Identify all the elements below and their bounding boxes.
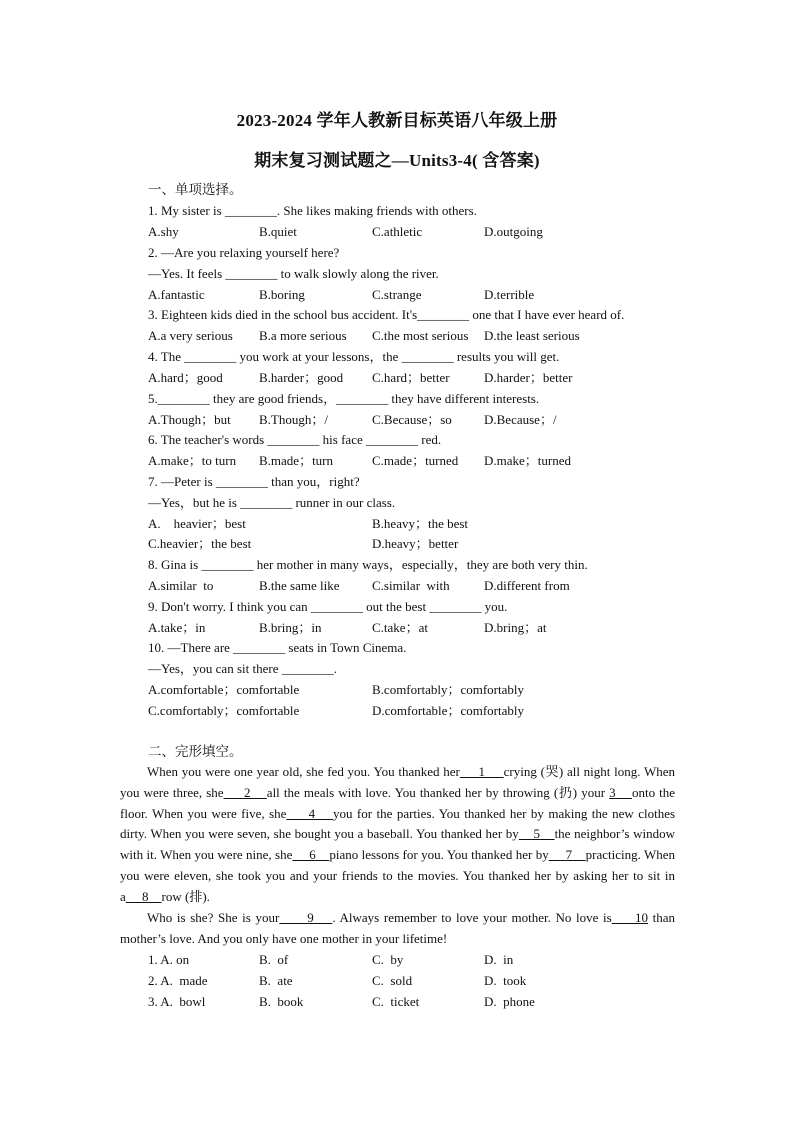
text: you for the parties. You thanked her by making the new clothes dirty. When you were seven, she bought you a baseball. You thanked her by — [120, 805, 676, 842]
option-c: C.comfortably；comfortable — [148, 703, 300, 718]
option-d: D.harder；better — [484, 370, 573, 385]
option-b: B.heavy；the best — [372, 516, 469, 531]
option-a: 3. A. bowl — [148, 994, 206, 1009]
text: all the meals with love. You thanked her by throwing (扔) your — [266, 784, 610, 800]
option-d: D.heavy；better — [372, 536, 459, 551]
blank-4: 4 — [308, 805, 316, 821]
document-title: 2023-2024 学年人教新目标英语八年级上册 — [236, 111, 558, 130]
text: onto the floor. When you were five, she — [120, 784, 676, 821]
option-c: C.athletic — [372, 224, 423, 239]
option-b: B.comfortably；comfortably — [372, 682, 524, 697]
option-c: C.heavier；the best — [148, 536, 252, 551]
option-d: D.Because；/ — [484, 412, 557, 427]
option-a: A.take；in — [148, 620, 206, 635]
text: practicing. When you were eleven, she took you and your friends to the movies. You thanked her by asking her to sit in a — [120, 847, 676, 904]
option-b: B.boring — [259, 287, 305, 302]
option-a: 1. A. on — [148, 952, 190, 967]
option-d: D.make；turned — [484, 453, 572, 468]
option-c: C.hard；better — [372, 370, 450, 385]
question-3: 3. Eighteen kids died in the school bus accident. It's________ one that I have ever heard of. — [148, 307, 625, 322]
question-7-reply: —Yes，but he is ________ runner in our class. — [148, 495, 396, 510]
option-a: A.a very serious — [148, 328, 233, 343]
option-d: D.bring；at — [484, 620, 547, 635]
cloze-paragraph-2 — [120, 908, 689, 950]
option-d: D.the least serious — [484, 328, 580, 343]
question-1: 1. My sister is ________. She likes making friends with others. — [148, 203, 477, 218]
blank-10: 10 — [634, 910, 648, 925]
option-b: B.quiet — [259, 224, 297, 239]
option-d: D.outgoing — [484, 224, 543, 239]
option-c: C.strange — [372, 287, 422, 302]
option-d: D.terrible — [484, 287, 535, 302]
option-c: C.Because；so — [372, 412, 452, 427]
blank-3: 3 — [609, 784, 616, 800]
blank-1: 1 — [478, 764, 485, 779]
question-4: 4. The ________ you work at your lessons，the ________ results you will get. — [148, 349, 560, 364]
option-b: B. ate — [259, 973, 293, 988]
option-a: A.shy — [148, 224, 179, 239]
blank-9: 9 — [307, 910, 314, 925]
option-b: B.harder；good — [259, 370, 344, 385]
question-9: 9. Don't worry. I think you can ________ out the best ________ you. — [148, 599, 508, 614]
question-10: 10. —There are ________ seats in Town Cinema. — [148, 640, 407, 655]
section-heading-cloze: 二、完形填空。 — [148, 744, 243, 759]
option-c: C.made；turned — [372, 453, 459, 468]
option-b: B.made；turn — [259, 453, 334, 468]
option-b: B.the same like — [259, 578, 340, 593]
option-c: C.the most serious — [372, 328, 469, 343]
option-c: C.similar with — [372, 578, 450, 593]
blank-7: 7 — [565, 847, 573, 863]
option-d: D. phone — [484, 994, 535, 1009]
option-d: D. in — [484, 952, 514, 967]
question-6: 6. The teacher's words ________ his face ________ red. — [148, 432, 442, 447]
option-a: A.Though；but — [148, 412, 231, 427]
text: When you were one year old, she fed you. You thanked her — [147, 764, 460, 779]
option-d: D. took — [484, 973, 527, 988]
option-a: A.fantastic — [148, 287, 205, 302]
text: Who is she? She is your — [147, 910, 280, 925]
blank-5: 5 — [533, 826, 540, 842]
option-d: D.comfortable；comfortably — [372, 703, 524, 718]
question-5: 5.________ they are good friends，________ they have different interests. — [148, 391, 540, 406]
option-a: A.comfortable；comfortable — [148, 682, 300, 697]
question-7: 7. —Peter is ________ than you，right? — [148, 474, 360, 489]
blank-6: 6 — [309, 847, 316, 863]
option-c: C. by — [372, 952, 404, 967]
text: the neighbor’s window with it. When you were nine, she — [120, 826, 676, 863]
option-a: A.make；to turn — [148, 453, 237, 468]
option-d: D.different from — [484, 578, 570, 593]
text: row (排). — [161, 888, 210, 904]
option-c: C.take；at — [372, 620, 428, 635]
cloze-paragraph-1 — [120, 762, 675, 908]
option-a: A. heavier；best — [148, 516, 246, 531]
question-10-reply: —Yes，you can sit there ________. — [148, 661, 337, 676]
question-8: 8. Gina is ________ her mother in many ways，especially，they are both very thin. — [148, 557, 588, 572]
section-heading-choice: 一、单项选择。 — [148, 182, 243, 197]
option-b: B. book — [259, 994, 304, 1009]
question-2-reply: —Yes. It feels ________ to walk slowly along the river. — [148, 266, 439, 281]
option-b: B.Though；/ — [259, 412, 328, 427]
text: . Always remember to love your mother. No love is — [332, 910, 612, 925]
option-a: 2. A. made — [148, 973, 208, 988]
option-b: B. of — [259, 952, 289, 967]
option-c: C. ticket — [372, 994, 420, 1009]
document-subtitle: 期末复习测试题之—Units3-4( 含答案) — [254, 151, 540, 170]
option-a: A.similar to — [148, 578, 214, 593]
option-c: C. sold — [372, 973, 413, 988]
text: crying (哭) all night long. When you were three, she — [120, 764, 676, 800]
option-a: A.hard；good — [148, 370, 223, 385]
question-2: 2. —Are you relaxing yourself here? — [148, 245, 340, 260]
text: piano lessons for you. You thanked her by — [329, 847, 549, 863]
text: than mother’s love. And you only have one mother in your lifetime! — [120, 910, 689, 946]
blank-2: 2 — [243, 784, 251, 800]
option-b: B.a more serious — [259, 328, 347, 343]
option-b: B.bring；in — [259, 620, 322, 635]
blank-8: 8 — [142, 888, 149, 904]
